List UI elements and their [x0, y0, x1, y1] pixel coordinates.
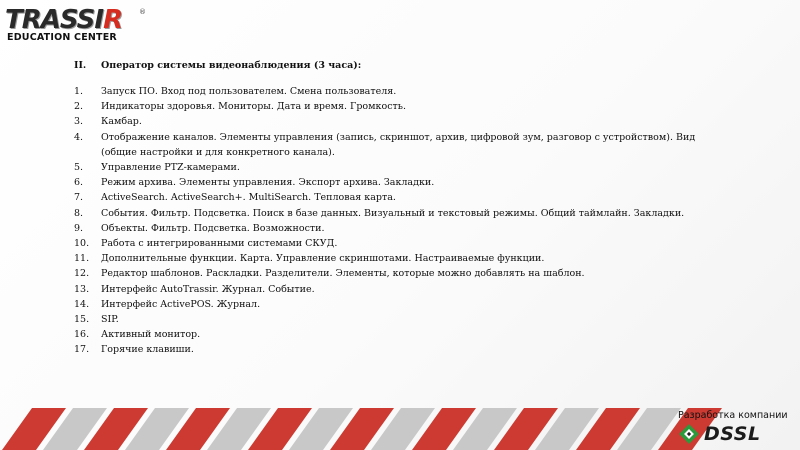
item-text: Управление PTZ-камерами. — [101, 162, 240, 174]
list-item — [74, 312, 714, 327]
item-text: Индикаторы здоровья. Мониторы. Дата и время. Громкость. — [101, 101, 406, 113]
item-number: 3. — [74, 116, 84, 128]
developer-label: Разработка компании — [678, 410, 788, 421]
item-number: 13. — [74, 283, 90, 295]
item-number: 2. — [74, 101, 84, 113]
item-number: 10. — [74, 238, 90, 250]
item-text: Режим архива. Элементы управления. Экспорт архива. Закладки. — [101, 177, 435, 189]
item-number: 1. — [74, 86, 84, 97]
item-number: 11. — [74, 253, 90, 265]
list-item — [74, 236, 714, 251]
item-text: Интерфейс AutoTrassir. Журнал. Событие. — [101, 283, 315, 295]
item-number: 4. — [74, 131, 84, 143]
item-number: 14. — [74, 298, 90, 310]
item-text: Работа с интегрированными системами СКУД. — [101, 238, 338, 250]
item-text: SIP. — [101, 314, 119, 326]
item-number: 5. — [74, 162, 84, 174]
list-item — [74, 221, 714, 236]
item-text: Активный монитор. — [101, 329, 201, 341]
item-number: 17. — [74, 344, 90, 356]
list-item — [74, 160, 714, 175]
section-number: II. — [74, 60, 87, 71]
item-text: Объекты. Фильтр. Подсветка. Возможности. — [101, 222, 325, 234]
item-number: 15. — [74, 314, 90, 326]
dssl-logo — [678, 423, 761, 445]
list-item — [74, 297, 714, 312]
item-text: Камбар. — [101, 116, 142, 128]
logo-subtitle: EDUCATION CENTER — [7, 32, 117, 43]
list-item — [74, 175, 714, 190]
dssl-wordmark: DSSL — [704, 423, 761, 445]
item-text: Горячие клавиши. — [101, 344, 194, 356]
item-text: ActiveSearch. ActiveSearch+. MultiSearch. Тепловая карта. — [101, 192, 396, 204]
list-item — [74, 114, 714, 129]
list-item — [74, 206, 714, 221]
list-item — [74, 342, 714, 357]
item-text: Отображение каналов. Элементы управления (запись, скриншот, архив, цифровой зум, разговор с устройством). Вид (общие настройки и для конкретного канала). — [101, 131, 696, 158]
dssl-diamond-icon — [678, 423, 700, 445]
logo-wordmark: TRASSIR — [5, 5, 123, 35]
list-item — [74, 327, 714, 342]
item-number: 7. — [74, 192, 84, 204]
section-heading — [74, 60, 714, 71]
item-text: События. Фильтр. Подсветка. Поиск в базе данных. Визуальный и текстовый режимы. Общий таймлайн. Закладки. — [101, 207, 685, 219]
item-text: Интерфейс ActivePOS. Журнал. — [101, 298, 261, 310]
list-item — [74, 282, 714, 297]
list-item — [74, 130, 714, 160]
list-item — [74, 266, 714, 281]
item-number: 9. — [74, 222, 84, 234]
registered-mark: ® — [139, 8, 146, 16]
topic-list — [74, 84, 714, 358]
course-outline — [74, 60, 714, 358]
item-text: Редактор шаблонов. Раскладки. Разделители. Элементы, которые можно добавлять на шаблон. — [101, 268, 585, 280]
item-text: Запуск ПО. Вход под пользователем. Смена пользователя. — [101, 86, 397, 97]
item-number: 8. — [74, 207, 84, 219]
trassir-logo — [5, 5, 146, 43]
item-number: 6. — [74, 177, 84, 189]
section-title: Оператор системы видеонаблюдения (3 часа): — [101, 60, 362, 71]
list-item — [74, 84, 714, 99]
list-item — [74, 190, 714, 205]
item-text: Дополнительные функции. Карта. Управление скриншотами. Настраиваемые функции. — [101, 253, 545, 265]
item-number: 16. — [74, 329, 90, 341]
item-number: 12. — [74, 268, 90, 280]
list-item — [74, 251, 714, 266]
list-item — [74, 99, 714, 114]
